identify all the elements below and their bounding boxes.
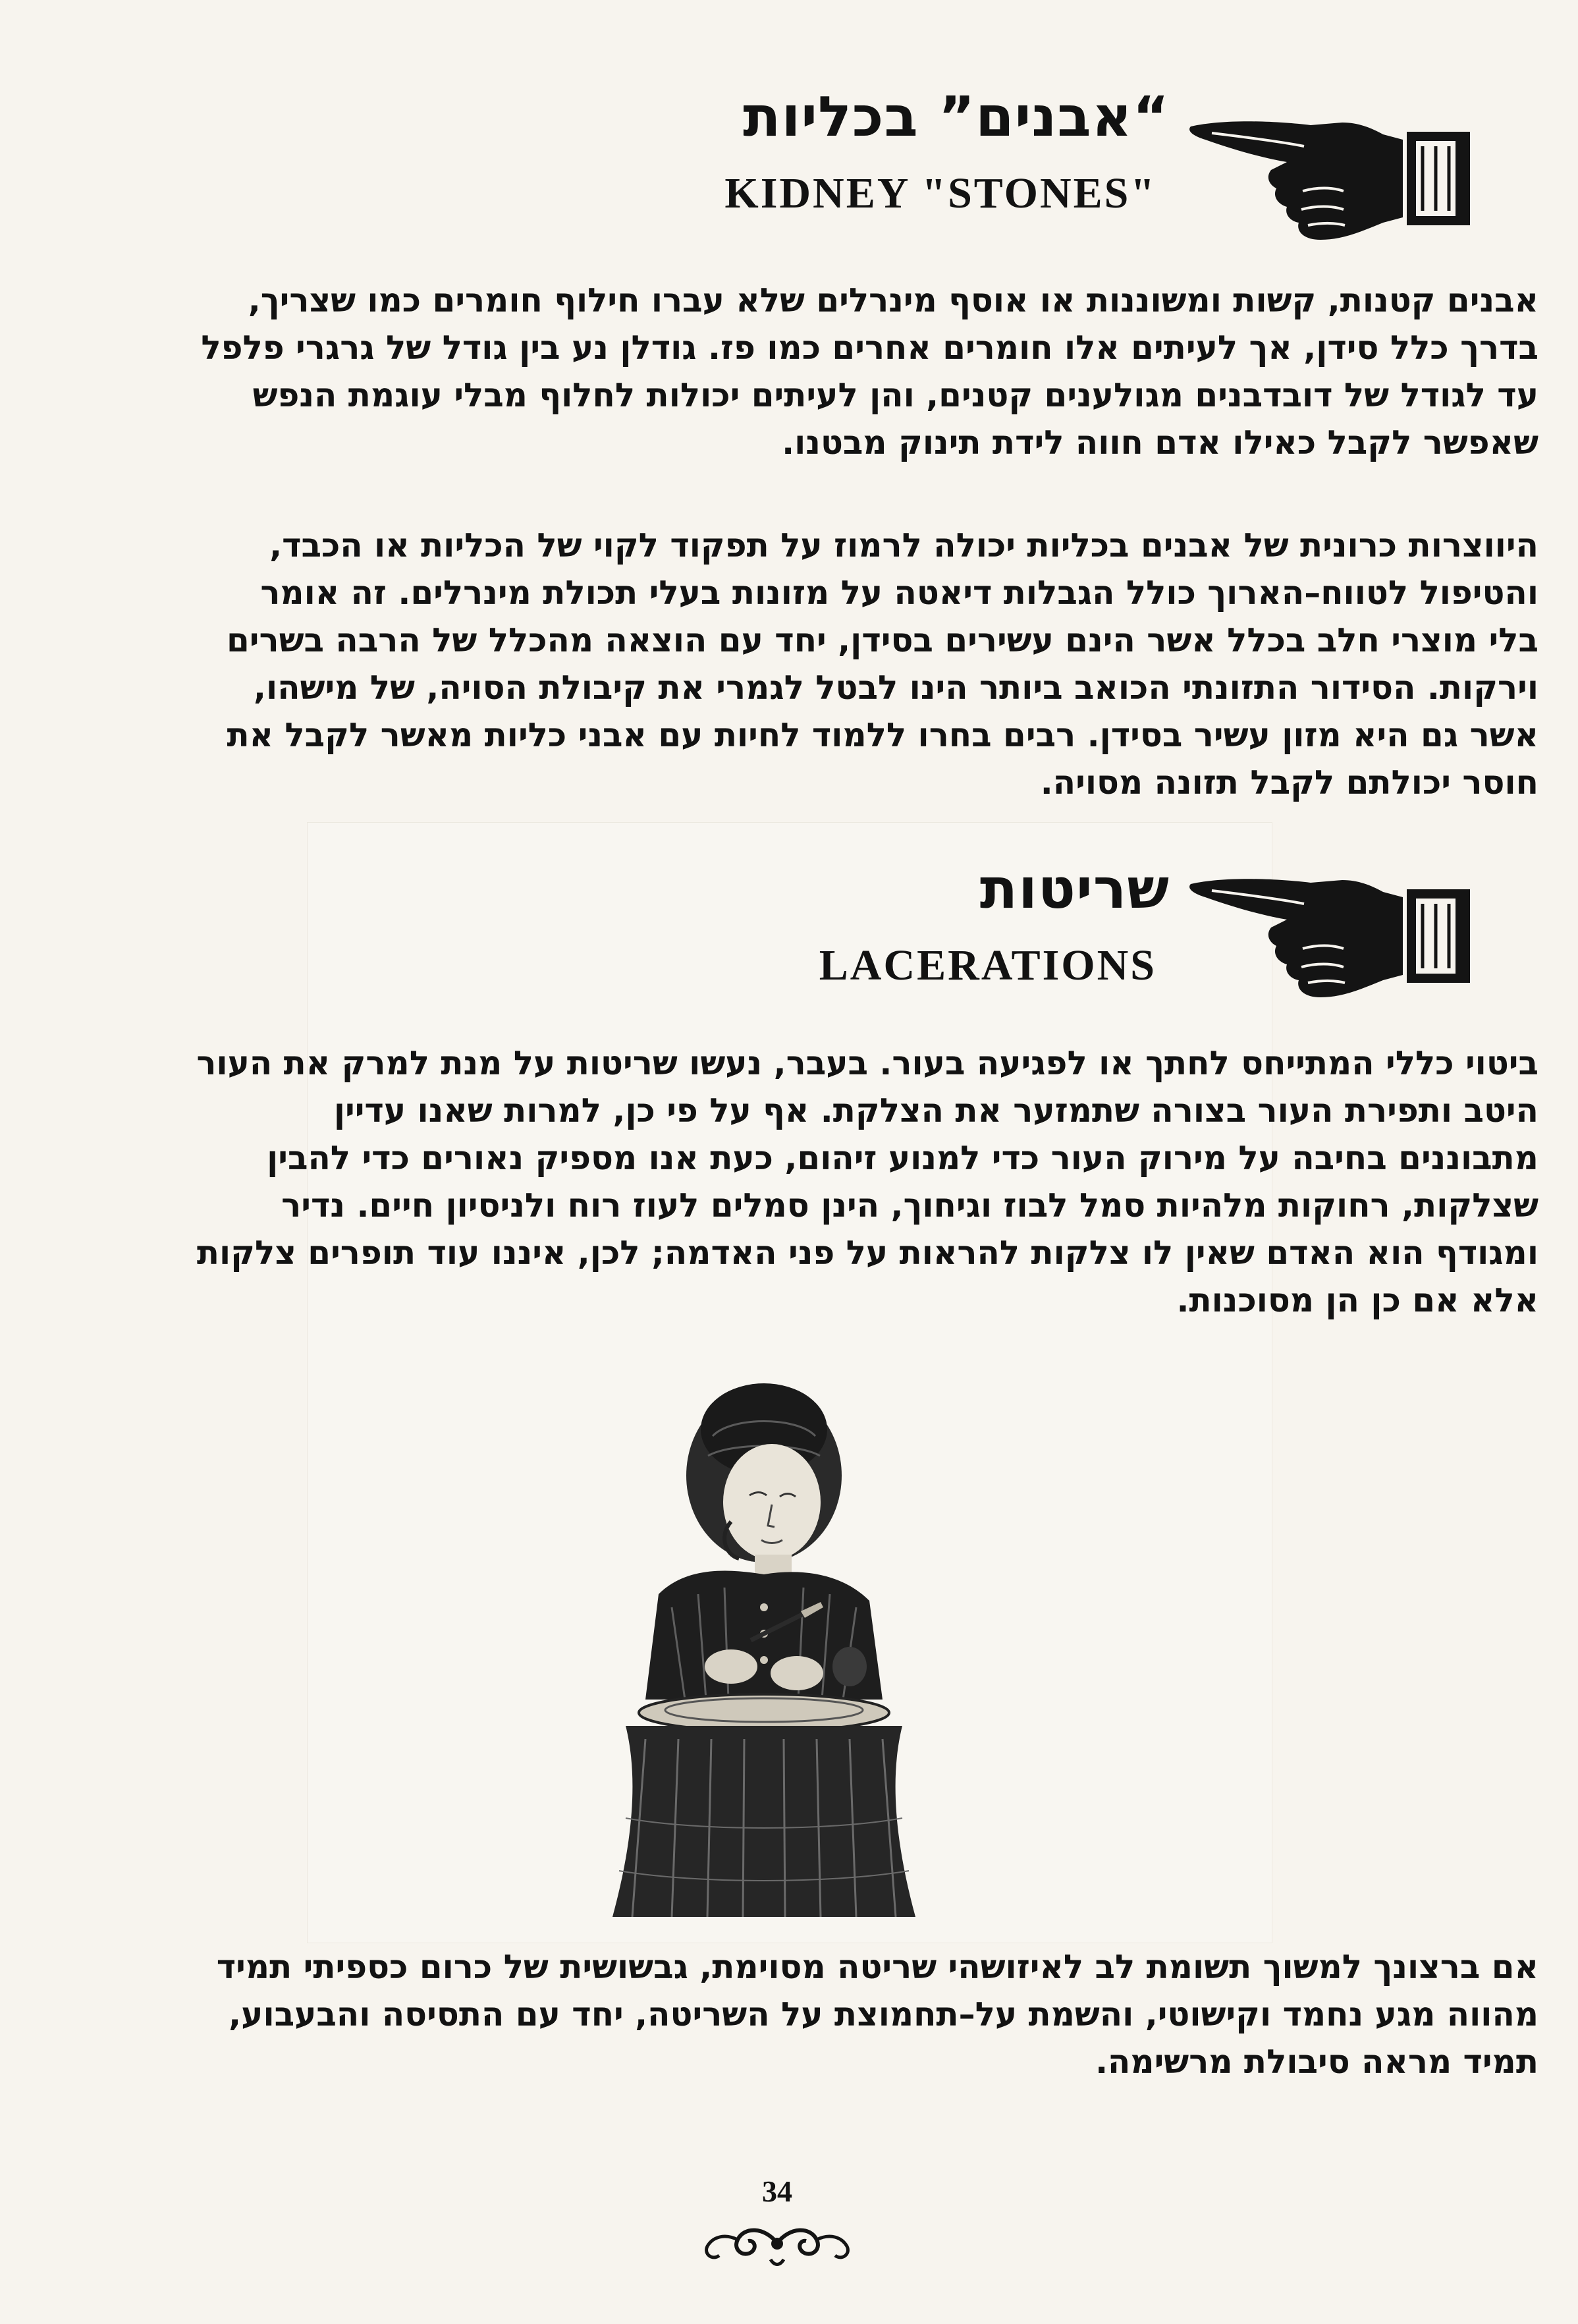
text-line: והטיפול לטווח–הארוך כולל הגבלות דיאטה על מזונות בעלי תכולת מינרלים. זה אומר bbox=[260, 574, 1538, 612]
text-line: אבנים קטנות, קשות ומשוננות או אוסף מינרלים שלא עברו חילוף חומרים כמו שצריך, bbox=[248, 281, 1538, 319]
text-line: עד לגודל של דובדבנים מגולענים קטנים, והן לעיתים יכולות לחלוף מבלי עוגמת הנפש bbox=[252, 376, 1538, 414]
paragraph-kidney-stones-2 bbox=[63, 522, 1538, 806]
pointing-hand-icon bbox=[1185, 856, 1475, 1001]
text-line: היווצרות כרונית של אבנים בכליות יכולה לרמוז על תפקוד לקוי של הכליות או הכבד, bbox=[269, 526, 1538, 565]
heading-english-lacerations: LACERATIONS bbox=[819, 941, 1156, 989]
text-line: מהווה מגע נחמד וקישוטי, והשמת על–תחמוצת על השריטה, יחד עם התסיסה והבעבוע, bbox=[229, 1995, 1538, 2034]
heading-english-kidney-stones: KIDNEY "STONES" bbox=[724, 169, 1156, 217]
text-line: היטב ותפירת העור בצורה שתמזער את הצלקת. אף על פי כן, למרות שאנו עדיין bbox=[333, 1092, 1538, 1130]
text-line: ביטוי כללי המתייחס לחתך או לפגיעה בעור. בעבר, נעשו שריטות על מנת למרק את העור bbox=[196, 1044, 1538, 1082]
paragraph-kidney-stones-1 bbox=[63, 277, 1538, 466]
text-line: אשר גם היא מזון עשיר בסידן. רבים בחרו ללמוד לחיות עם אבני כליות מאשר לקבל את bbox=[227, 716, 1538, 754]
text-line: מתבוננים בחיבה על מירוק העור כדי למנוע זיהום, כעת אנו מספיק נאורים כדי להבין bbox=[267, 1139, 1538, 1177]
text-line: וירקות. הסידור התזונתי הכואב ביותר הינו לבטל לגמרי את קיבולת הסויה, של מישהו, bbox=[254, 669, 1538, 707]
page-number: 34 bbox=[762, 2174, 792, 2208]
text-line: אם ברצונך למשוך תשומת לב לאיזושהי שריטה מסוימת, גבשושית של כרום כספיתי תמיד bbox=[216, 1948, 1538, 1986]
heading-hebrew-kidney-stones: “אבנים” בכליות bbox=[743, 84, 1170, 149]
ornament-icon bbox=[698, 2213, 856, 2273]
text-line: ומגודף הוא האדם שאין לו צלקות להראות על פני האדמה; לכן, איננו עוד תופרים צלקות bbox=[196, 1234, 1538, 1272]
text-line: חוסר יכולתם לקבל תזונה מסויה. bbox=[1040, 763, 1538, 802]
text-line: שאפשר לקבל כאילו אדם חווה לידת תינוק מבטנו. bbox=[782, 424, 1538, 462]
paragraph-lacerations-1 bbox=[63, 1039, 1538, 1324]
heading-hebrew-lacerations: שריטות bbox=[979, 856, 1170, 921]
paragraph-lacerations-2 bbox=[63, 1943, 1538, 2086]
pointing-hand-icon bbox=[1185, 99, 1475, 244]
text-line: בדרך כלל סידן, אך לעיתים אלו חומרים אחרים כמו פז. גודלן נע בין גודל של גרגרי פלפל bbox=[201, 329, 1538, 367]
text-line: אלא אם כן הן מסוכנות. bbox=[1176, 1281, 1538, 1319]
text-line: בלי מוצרי חלב בכלל אשר הינם עשירים בסידן, יחד עם הוצאה מהכלל של הרבה בשרים bbox=[226, 621, 1538, 659]
engraving-woman-illustration bbox=[566, 1357, 962, 1923]
text-line: תמיד מראה סיבולת מרשימה. bbox=[1095, 2043, 1538, 2081]
text-line: שצלקות, רחוקות מלהיות סמל לבוז וגיחוך, הינן סמלים לעוז רוח ולניסיון חיים. נדיר bbox=[281, 1186, 1538, 1225]
